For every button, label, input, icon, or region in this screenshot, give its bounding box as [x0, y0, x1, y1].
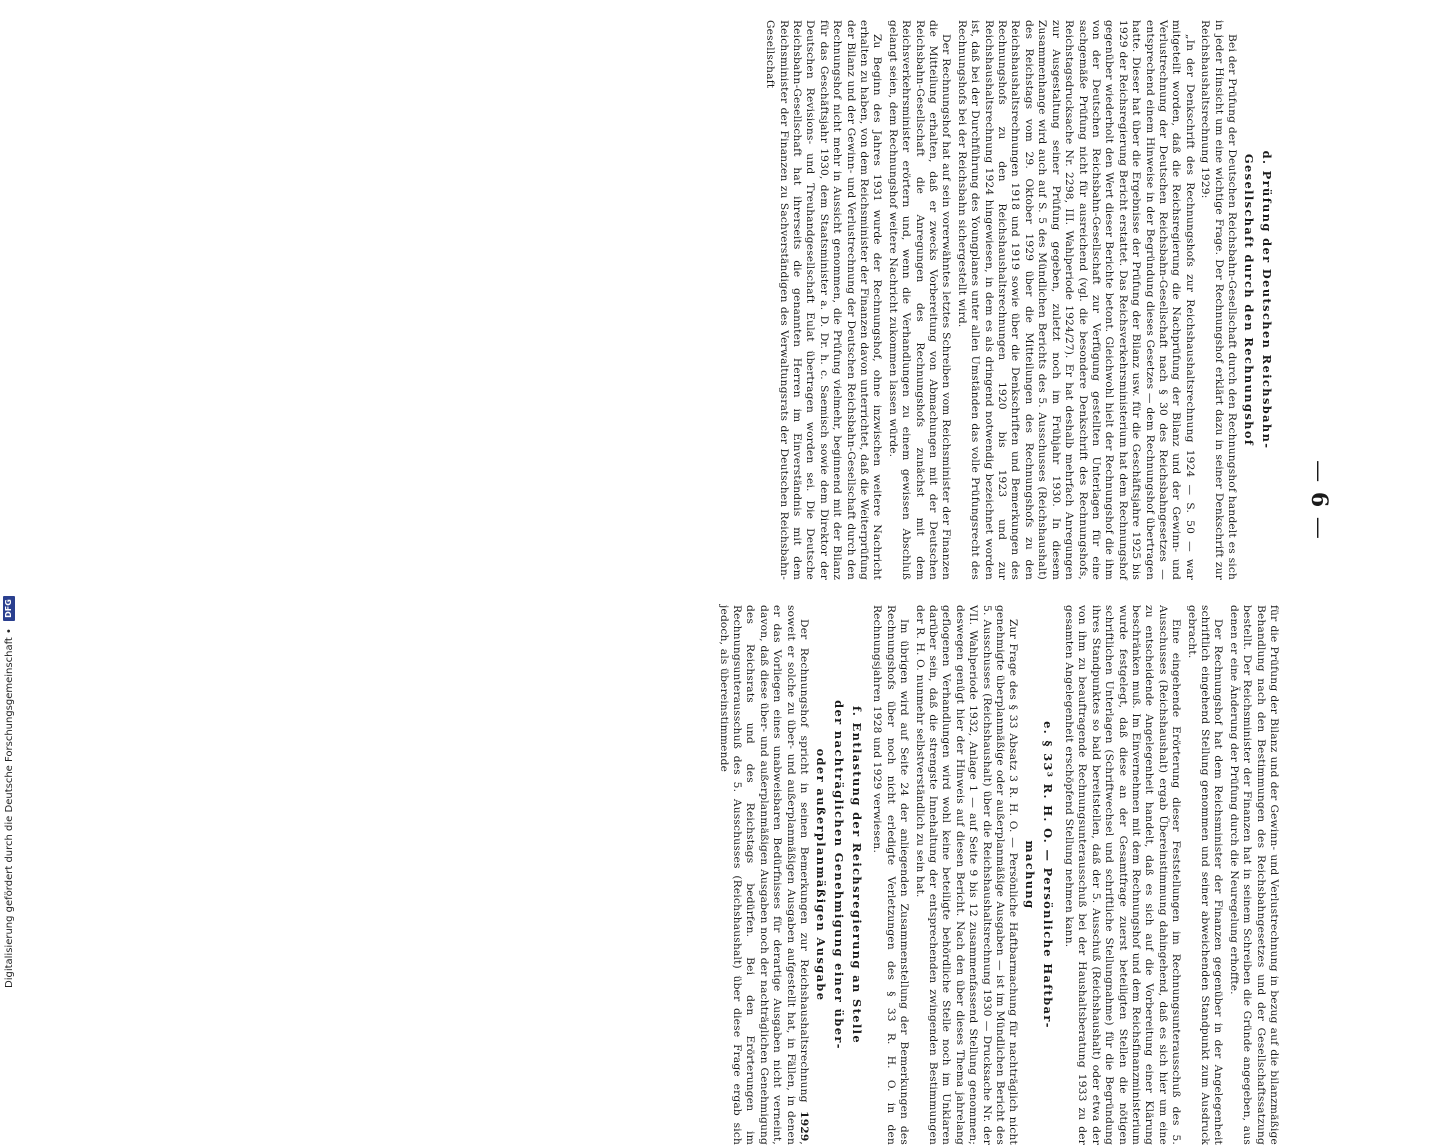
page-number-value: 6 [1306, 491, 1332, 509]
dfg-logo: DFG [3, 596, 15, 621]
page-number [1306, 0, 1332, 1000]
credit-separator: • [4, 628, 15, 634]
paragraph: für die Prüfung der Bilanz und der Gewinn- und Verlustrechnung in bezug auf die bilanzmäßige Behandlung nach den Bestimmungen des Reichsbahngesetzes und der Gesellschaftssatzung bestellt. Der Reichsminister der Finanzen hat in seinem Schreiben die Gründe angegeben, aus denen er eine Änderung der Prüfung durch die Neuregelung erhoffte. [1227, 605, 1280, 1145]
digitization-credit [0, 0, 20, 1000]
section-d-heading-line-1: d. Prüfung der Deutschen Reichsbahn- [1260, 150, 1274, 450]
paragraph [716, 605, 810, 1145]
rotated-document-page [140, 0, 1340, 1145]
paragraph: Zu Beginn des Jahres 1931 wurde der Rechnungshof, ohne inzwischen weitere Nachricht erhalten zu haben, von dem Reichsminister der Finanzen davon unterrichtet, daß die Weiterprüfung der Bilanz und der Gewinn- und Verlustrechnung der Deutschen Reichsbahn-Gesellschaft durch den Rechnungshof nicht mehr in Aussicht genommen, die Prüfung vielmehr, beginnend mit der Bilanz für das Geschäftsjahr 1930, dem Staatsminister a. D. Dr. h. c. Saemisch sowie dem Direktor der Deutschen Revisions- und Treuhandgesellschaft Eulat übertragen worden sei. Die Deutsche Reichsbahn-Gesellschaft hat ihrerseits die genannten Herren im Einverständnis mit dem Reichsminister der Finanzen zu Sachverständigen des Verwaltungsrats der Deutschen Reichsbahn-Gesellschaft [764, 20, 884, 580]
section-e-heading-line-2: machung [1023, 840, 1038, 910]
paragraph: Eine eingehende Erörterung dieser Feststellungen im Rechnungsunterausschuß des 5. Ausschusses (Reichshaushalt) ergab Übereinstimmung dahingehend, daß es sich hier um eine zu entscheidende Angelegenheit handelt, daß es sich auf die Vorbereitung einer Klärung beschränken muß. Im Einvernehmen mit dem Rechnungshof und dem Reichsfinanzministerium wurde festgelegt, daß diese an der Gesamtfrage zuerst beteiligten Stellen die nötigen schriftlichen Unterlagen (Schriftwechsel und schriftliche Stellungnahme) für die Begründung ihres Standpunktes so bald bereitstellen, daß der 5. Ausschuß (Reichshaushalt) oder etwa der von ihm zu beauftragende Rechnungsunterausschuß bei der Haushaltsberatung 1933 zu der gesamten Angelegenheit erschöpfend Stellung nehmen kann. [1062, 605, 1183, 1145]
section-e-heading-line-1: e. § 33³ R. H. O. — Persönliche Haftbar- [1041, 721, 1056, 1029]
credit-text: Digitalisierung gefördert durch die Deutsche Forschungsgemeinschaft [4, 637, 15, 988]
paragraph: Der Rechnungshof hat auf sein vorerwähntes letztes Schreiben vom Reichsminister der Finanzen die Mitteilung erhalten, daß er zwecks Vorbereitung von Abmachungen mit der Deutschen Reichsbahn-Gesellschaft die Anregungen des Rechnungshofs zunächst mit dem Reichsverkehrsminister erörtern und, wenn die Verhandlungen zu einem gewissen Abschluß gelangt seien, dem Rechnungshof weitere Nachricht zukommen lassen würde. [886, 20, 953, 580]
section-e-heading [1024, 605, 1056, 1145]
section-f-heading [814, 605, 864, 1145]
right-column [714, 605, 1280, 1145]
quote-paragraph: „In der Denkschrift des Rechnungshofs zur Reichshaushaltsrechnung 1924 — S. 50 — war mitgeteilt worden, daß die Reichsregierung die Nachprüfung der Bilanz und der Gewinn- und Verlustrechnung der Deutschen Reichsbahn-Gesellschaft nach § 30 des Reichsbahngesetzes — entsprechend einem Hinweise in der Begründung dieses Gesetzes — dem Rechnungshof übertragen hatte. Dieser hat über die Ergebnisse der Prüfung der Bilanz usw. für die Geschäftsjahre 1925 bis 1929 der Reichsregierung Bericht erstattet. Das Reichsverkehrsministerium hat dem Rechnungshof gegenüber wiederholt den Wert dieser Berichte betont. Gleichwohl hielt der Rechnungshof die ihm von der Deutschen Reichsbahn-Gesellschaft zur Verfügung gestellten Unterlagen für eine sachgemäße Prüfung nicht für ausreichend (vgl. die besondere Denkschrift des Rechnungshofs, Reichstagsdrucksache Nr. 2298, III. Wahlperiode 1924/27). Er hat deshalb mehrfach Anregungen zur Ausgestaltung seiner Prüfung gegeben, zuletzt noch im Frühjahr 1930. In diesem Zusammenhange wird auch auf S. 5 des Mündlichen Berichts des 5. Ausschusses (Reichshaushalt) des Reichstags vom 29. Oktober 1929 über die Mitteilungen des Rechnungshofs zu den Reichshaushaltsrechnungen 1918 und 1919 sowie über die Denkschriften und Bemerkungen des Rechnungshofs zu den Reichshaushaltsrechnungen 1920 bis 1923 und zur Reichshaushaltsrechnung 1924 hingewiesen, in dem es als dringend notwendig bezeichnet worden ist, daß bei der Durchführung des Youngplanes unter allen Umständen das volle Prüfungsrecht des Rechnungshofs bei der Reichsbahn sichergestellt wird. [955, 20, 1196, 580]
paragraph: Der Rechnungshof hat dem Reichsminister der Finanzen gegenüber in der Angelegenheit schriftlich eingehend Stellung genommen und seiner abweichenden Standpunkt zum Ausdruck gebracht. [1185, 605, 1225, 1145]
bold-year: 1929 [798, 1111, 811, 1142]
section-f-heading-line-1: f. Entlastung der Reichsregierung an Stelle [850, 705, 865, 1045]
paragraph-text-end: , soweit er solche zu über- und außerplanmäßigen Ausgaben aufgestellt hat, in Fällen, in denen er das Vorliegen eines unabweisbaren Bedürfnisses für derartige Ausgaben nicht verneint, davon, daß diese über- und außerplanmäßigen Ausgaben noch der nachträglichen Genehmigung des Reichsrats und des Reichstags bedürfen. Bei den Erörterungen im Rechnungsunterausschuß des 5. Ausschusses (Reichshaushalt) über diese Frage ergab sich jedoch, als übereinstimmende [717, 605, 811, 1145]
page-number-dash-right: — [1306, 516, 1331, 540]
paragraph: Im übrigen wird auf Seite 24 der anliegenden Zusammenstellung der Bemerkungen des Rechnungshofs über noch nicht erledigte Verletzungen des § 33 R. H. O. in den Rechnungsjahren 1928 und 1929 verwiesen. [871, 605, 911, 1145]
section-d-heading-line-2: Gesellschaft durch den Rechnungshof [1242, 153, 1256, 447]
page-number-dash-left: — [1306, 460, 1331, 484]
left-column [761, 20, 1280, 580]
section-f-heading-line-2: der nachträglichen Genehmigung einer über- [832, 700, 847, 1050]
paragraph: Zur Frage des § 33 Absatz 3 R. H. O. — Persönliche Haftbarmachung für nachträglich nicht genehmigte überplanmäßige oder außerplanmäßige Ausgaben — ist im Mündlichen Bericht des 5. Ausschusses (Reichshaushalt) über die Reichshaushaltsrechnung 1930 — Drucksache Nr. der VII. Wahlperiode 1932, Anlage 1 — auf Seite 9 bis 12 zusammenfassend Stellung genommen; deswegen genügt hier der Hinweis auf diesen Bericht. Nach den über dieses Thema jahrelang geflogenen Verhandlungen wird wohl keine beteiligte behördliche Stelle noch im Unklaren darüber sein, daß die strengste Innehaltung der entsprechenden zwingenden Bestimmungen der R. H. O. nunmehr selbstverständlich zu sein hat. [913, 605, 1020, 1145]
paragraph: Bei der Prüfung der Deutschen Reichsbahn-Gesellschaft durch den Rechnungshof handelt es sich in jeder Hinsicht um eine wichtige Frage. Der Rechnungshof erklärt dazu in seiner Denkschrift zur Reichshaushaltsrechnung 1929: [1199, 20, 1238, 580]
section-f-heading-line-3: oder außerplanmäßigen Ausgabe [814, 748, 829, 1002]
section-d-heading [1242, 20, 1274, 580]
paragraph-text-start: Der Rechnungshof spricht in seinen Bemerkungen zur Reichshaushaltsrechnung [798, 619, 811, 1103]
